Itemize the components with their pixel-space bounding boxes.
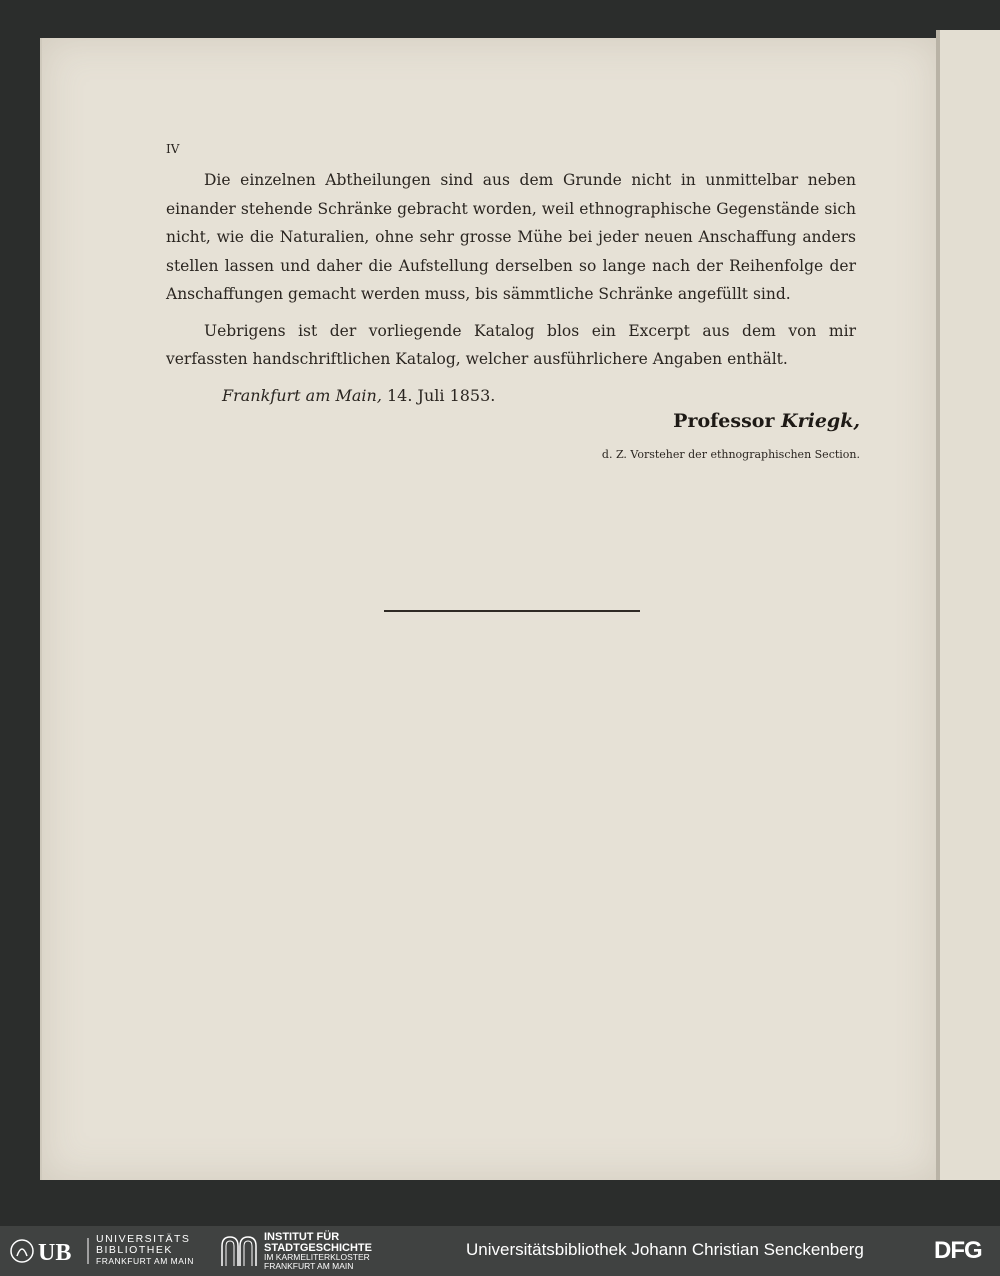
signature-title: Professor xyxy=(673,410,775,432)
ub-line-2: BIBLIOTHEK xyxy=(96,1244,173,1256)
ifs-line-1: INSTITUT FÜR xyxy=(264,1231,340,1243)
ifs-line-4: FRANKFURT AM MAIN xyxy=(264,1261,354,1271)
signature xyxy=(600,410,860,432)
institut-logo-icon[interactable] xyxy=(218,1234,258,1268)
horizontal-rule xyxy=(384,610,640,612)
page-number: IV xyxy=(166,142,180,156)
ub-logo-icon[interactable] xyxy=(8,1236,90,1266)
body-text xyxy=(166,166,856,410)
place-date-line xyxy=(222,382,856,411)
ub-wordmark[interactable] xyxy=(96,1234,194,1267)
footer-bar xyxy=(0,1226,1000,1276)
bleed-through-text xyxy=(160,418,860,1058)
svg-text:UB: UB xyxy=(38,1240,72,1266)
ub-line-3: FRANKFURT AM MAIN xyxy=(96,1256,194,1266)
dfg-logo[interactable]: DFG xyxy=(934,1237,982,1264)
ifs-line-2: STADTGESCHICHTE xyxy=(264,1241,372,1254)
ifs-line-3: IM KARMELITERKLOSTER xyxy=(264,1252,370,1262)
ub-line-1: UNIVERSITÄTS xyxy=(96,1233,191,1245)
signature-name: Kriegk, xyxy=(781,410,860,432)
signature-role: d. Z. Vorsteher der ethnographischen Section. xyxy=(601,448,860,461)
next-page-edge xyxy=(940,30,1000,1180)
paragraph-2: Uebrigens ist der vorliegende Katalog blos ein Excerpt aus dem von mir verfassten handschriftlichen Katalog, welcher ausführlichere Angaben enthält. xyxy=(166,321,856,368)
institut-wordmark[interactable] xyxy=(264,1232,372,1271)
library-name-link[interactable]: Universitätsbibliothek Johann Christian Senckenberg xyxy=(466,1240,864,1259)
paragraph-1: Die einzelnen Abtheilungen sind aus dem Grunde nicht in unmittelbar neben einander stehende Schränke gebracht worden, weil ethnographische Gegenstände sich nicht, wie die Naturalien, ohne sehr grosse Mühe bei jeder neuen Anschaffung anders stellen lassen und daher die Aufstellung derselben so lange nach der Reihenfolge der Anschaffungen gemacht werden muss, bis sämmtliche Schränke angefüllt sind. xyxy=(166,171,856,303)
date: 14. Juli 1853. xyxy=(387,385,496,405)
place: Frankfurt am Main, xyxy=(222,385,382,405)
